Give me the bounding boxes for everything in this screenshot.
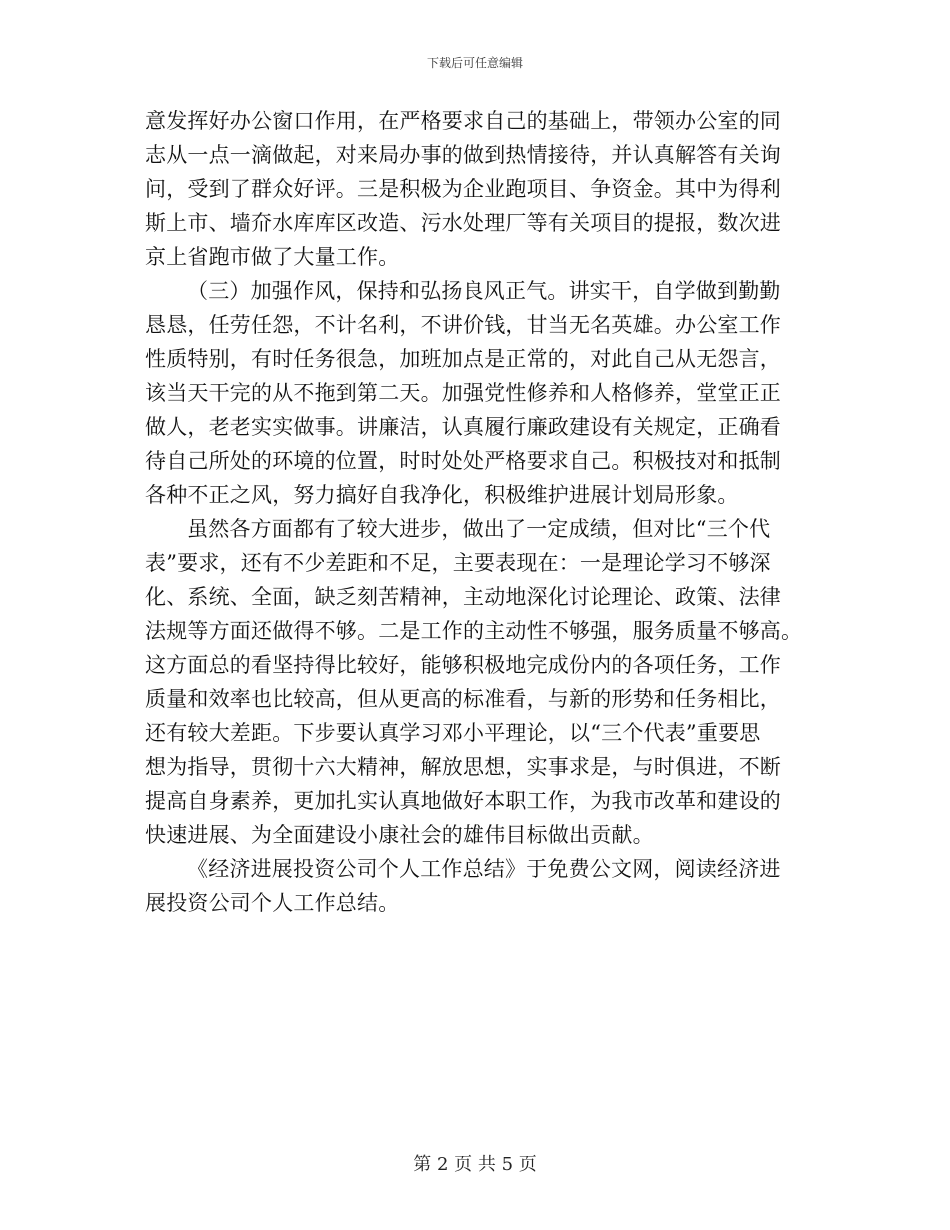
text-line: 还有较大差距。下步要认真学习邓小平理论，以“三个代表”重要思 (145, 721, 761, 745)
text-line: 化、系统、全面，缺乏刻苦精神，主动地深化讨论理论、政策、法律 (145, 585, 781, 609)
text-line: 表”要求，还有不少差距和不足，主要表现在：一是理论学习不够深 (145, 551, 771, 575)
text-line: 待自己所处的环境的位置，时时处处严格要求自己。积极技对和抵制 (145, 449, 781, 473)
document-body (145, 104, 811, 920)
text-line: 恳恳，任劳任怨，不计名利，不讲价钱，甘当无名英雄。办公室工作 (145, 313, 781, 337)
text-line: 意发挥好办公窗口作用，在严格要求自己的基础上，带领办公室的同 (145, 109, 781, 133)
paragraph-start-line: 《经济进展投资公司个人工作总结》于免费公文网，阅读经济进 (187, 857, 781, 881)
text-line: 想为指导，贯彻十六大精神，解放思想，实事求是，与时俱进，不断 (145, 755, 781, 779)
text-line: 该当天干完的从不拖到第二天。加强党性修养和人格修养，堂堂正正 (145, 381, 781, 405)
text-line: 志从一点一滴做起，对来局办事的做到热情接待，并认真解答有关询 (145, 143, 781, 167)
text-line: 质量和效率也比较高，但从更高的标准看，与新的形势和任务相比， (145, 687, 781, 711)
paragraph-start-line: 虽然各方面都有了较大进步，做出了一定成绩，但对比“三个代 (187, 517, 771, 541)
text-line: 问，受到了群众好评。三是积极为企业跑项目、争资金。其中为得利 (145, 177, 781, 201)
text-line: 京上省跑市做了大量工作。 (145, 245, 400, 269)
text-line: 性质特别，有时任务很急，加班加点是正常的，对此自己从无怨言， (145, 347, 781, 371)
paragraph-start-line: （三）加强作风，保持和弘扬良风正气。讲实干，自学做到勤勤 (187, 279, 781, 303)
text-line: 展投资公司个人工作总结。 (145, 891, 400, 915)
text-line: 快速进展、为全面建设小康社会的雄伟目标做出贡献。 (145, 823, 654, 847)
text-line: 提高自身素养，更加扎实认真地做好本职工作，为我市改革和建设的 (145, 789, 781, 813)
page-number-footer: 第 2 页 共 5 页 (413, 1154, 537, 1175)
text-line: 各种不正之风，努力搞好自我净化，积极维护进展计划局形象。 (145, 483, 739, 507)
text-line: 法规等方面还做得不够。二是工作的主动性不够强，服务质量不够高。 (145, 619, 803, 643)
text-line: 做人，老老实实做事。讲廉洁，认真履行廉政建设有关规定，正确看 (145, 415, 781, 439)
page-header: 下载后可任意编辑 (426, 56, 523, 70)
text-line: 斯上市、墙夼水库库区改造、污水处理厂等有关项目的提报，数次进 (145, 211, 781, 235)
text-line: 这方面总的看坚持得比较好，能够积极地完成份内的各项任务，工作 (145, 653, 781, 677)
